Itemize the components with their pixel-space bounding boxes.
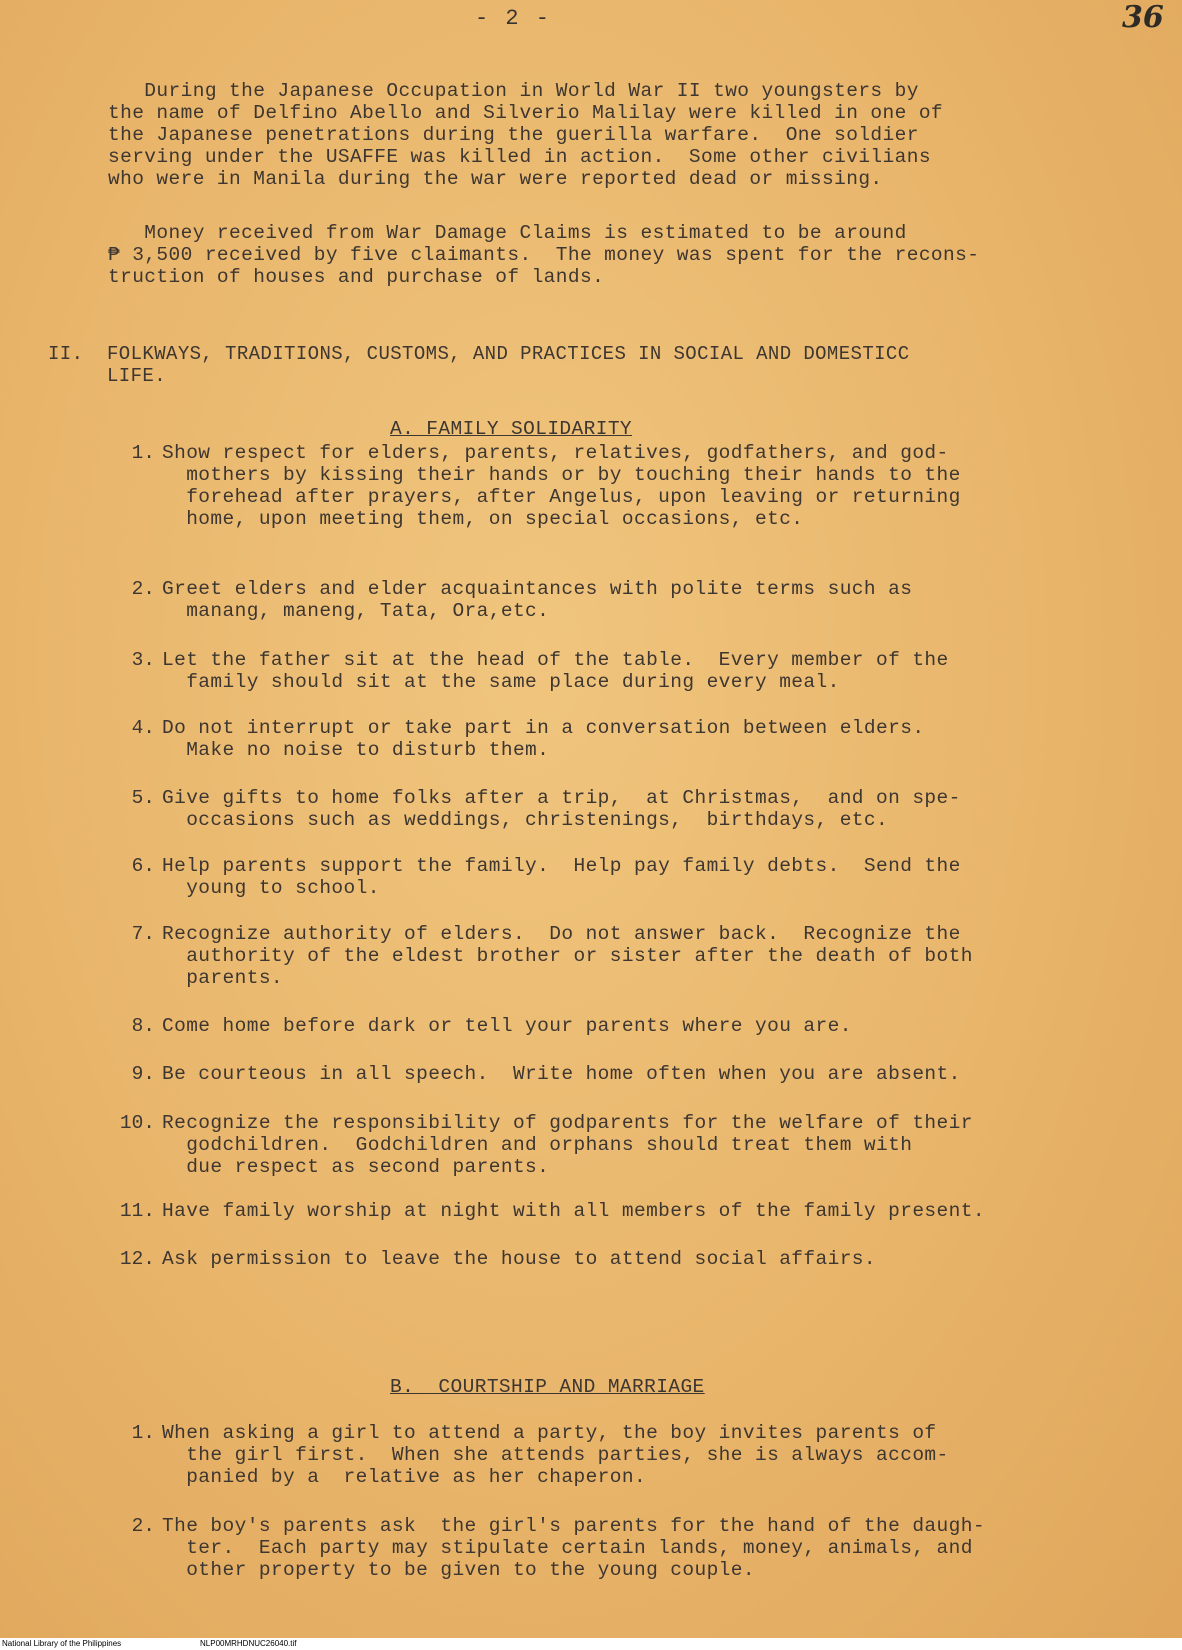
scan-footer — [0, 1638, 1182, 1650]
list-item-number: 5. — [131, 787, 155, 809]
list-item-number: 3. — [131, 649, 155, 671]
page-number: - 2 - — [475, 6, 552, 31]
list-item-text: Recognize authority of elders. Do not answer back. Recognize the authority of the eldest brother or sister after the death of both parents. — [162, 923, 973, 989]
footer-library-name: National Library of the Philippines — [2, 1639, 122, 1648]
list-item-text: Recognize the responsibility of godparents for the welfare of their godchildren. Godchildren and orphans should treat them with due respect as second parents. — [162, 1112, 973, 1178]
list-item-number: 9. — [131, 1063, 155, 1085]
list-item-number: 2. — [131, 1515, 155, 1537]
section-heading-ii: II. FOLKWAYS, TRADITIONS, CUSTOMS, AND PRACTICES IN SOCIAL AND DOMESTICC LIFE. — [48, 343, 910, 387]
list-item-number: 6. — [131, 855, 155, 877]
list-item-text: Let the father sit at the head of the table. Every member of the family should sit at the same place during every meal. — [162, 649, 949, 693]
subsection-title-courtship-and-marriage: B. COURTSHIP AND MARRIAGE — [390, 1376, 705, 1398]
list-item-text: Give gifts to home folks after a trip, at Christmas, and on spe- occasions such as weddings, christenings, birthdays, etc. — [162, 787, 961, 831]
list-item-text: Help parents support the family. Help pay family debts. Send the young to school. — [162, 855, 961, 899]
list-item-text: Come home before dark or tell your parents where you are. — [162, 1015, 852, 1037]
list-item-number: 4. — [131, 717, 155, 739]
list-item-number: 1. — [131, 1422, 155, 1444]
list-item-text: Have family worship at night with all members of the family present. — [162, 1200, 985, 1222]
list-item-text: Be courteous in all speech. Write home often when you are absent. — [162, 1063, 961, 1085]
war-casualties-paragraph: During the Japanese Occupation in World War II two youngsters by the name of Delfino Abello and Silverio Malilay were killed in one of the Japanese penetrations during the guerilla warfare. One soldier serving under the USAFFE was killed in action. Some other civilians who were in Manila during the war were reported dead or missing. — [108, 80, 944, 190]
list-item-number: 2. — [131, 578, 155, 600]
list-item-number: 8. — [131, 1015, 155, 1037]
list-item-text: Show respect for elders, parents, relatives, godfathers, and god- mothers by kissing their hands or by touching their hands to the forehead after prayers, after Angelus, upon leaving or returning home, upon meeting them, on special occasions, etc. — [162, 442, 961, 530]
list-item-number: 11. — [119, 1200, 155, 1222]
subsection-title-family-solidarity: A. FAMILY SOLIDARITY — [390, 418, 633, 440]
list-item-number: 12. — [119, 1248, 155, 1270]
list-item-text: Do not interrupt or take part in a conversation between elders. Make no noise to disturb them. — [162, 717, 925, 761]
war-damage-claims-paragraph: Money received from War Damage Claims is estimated to be around ₱ 3,500 received by five claimants. The money was spent for the recons- truction of houses and purchase of lands. — [108, 222, 980, 288]
list-item-text: Ask permission to leave the house to attend social affairs. — [162, 1248, 877, 1270]
list-item-number: 10. — [119, 1112, 155, 1134]
list-item-number: 1. — [131, 442, 155, 464]
list-item-text: The boy's parents ask the girl's parents for the hand of the daugh- ter. Each party may stipulate certain lands, money, animals, and other property to be given to the young couple. — [162, 1515, 985, 1581]
list-item-number: 7. — [131, 923, 155, 945]
footer-file-id: NLP00MRHDNUC26040.tif — [200, 1639, 297, 1648]
list-item-text: When asking a girl to attend a party, the boy invites parents of the girl first. When she attends parties, she is always accom- panied by a relative as her chaperon. — [162, 1422, 949, 1488]
handwritten-folio-number: 36 — [1122, 0, 1164, 35]
list-item-text: Greet elders and elder acquaintances with polite terms such as manang, maneng, Tata, Ora,etc. — [162, 578, 913, 622]
